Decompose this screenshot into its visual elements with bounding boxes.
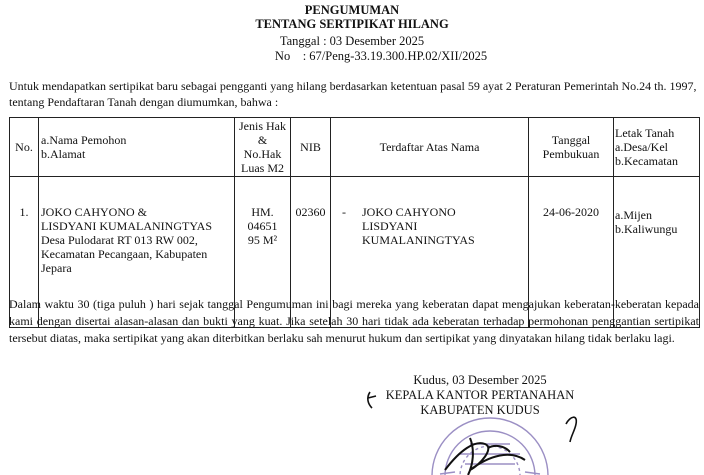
row-address-2: Kecamatan Pecangaan, Kabupaten (41, 247, 208, 261)
row-owner-dash: - (342, 205, 346, 219)
header-right-type-4: Luas M2 (241, 161, 284, 175)
row-address-1: Desa Pulodarat RT 013 RW 002, (41, 233, 198, 247)
row-owner-1: JOKO CAHYONO (362, 205, 456, 219)
row-address-3: Jepara (41, 261, 72, 275)
header-no: No. (10, 118, 39, 177)
row-district: b.Kaliwungu (615, 222, 678, 236)
row-applicant-2: LISDYANI KUMALANINGTYAS (41, 219, 212, 233)
header-owner: Terdaftar Atas Nama (331, 118, 529, 177)
header-location-3: b.Kecamatan (615, 154, 678, 168)
notice-date: Tanggal : 03 Desember 2025 (279, 34, 425, 48)
row-owner-2: LISDYANI (362, 219, 418, 233)
header-location-1: Letak Tanah (615, 126, 675, 140)
header-booking-date-2: Pembukuan (542, 147, 600, 161)
notice-number: No : 67/Peng-33.19.300.HP.02/XII/2025 (274, 49, 488, 63)
header-applicant-address: b.Alamat (41, 147, 86, 161)
row-area: 95 M² (247, 233, 278, 247)
row-owner-3: KUMALANINGTYAS (362, 233, 475, 247)
header-right-type-3: No.Hak (243, 147, 282, 161)
header-location-2: a.Desa/Kel (615, 140, 668, 154)
header-applicant-name: a.Nama Pemohon (41, 133, 127, 147)
row-applicant-1: JOKO CAHYONO & (41, 205, 148, 219)
signature-place-date: Kudus, 03 Desember 2025 (413, 373, 547, 387)
notice-title: PENGUMUMAN (304, 3, 400, 17)
closing-paragraph: Dalam waktu 30 (tiga puluh ) hari sejak tanggal Pengumuman ini bagi mereka yang keberatan dapat mengajukan keberatan-keberatan kepada kami dengan disertai alasan-alasan dan bukti yang kuat. Jika setelah 30 hari tidak ada keberatan terhadap permohonan penggantian sertipikat tersebut diatas, maka sertipikat yang akan diterbitkan berlaku sah menurut hukum dan sertipikat yang dinyatakan hilang tidak berlaku lagi. (9, 297, 699, 345)
intro-line-1: Untuk mendapatkan sertipikat baru sebagai pengganti yang hilang berdasarkan ketentuan pasal 59 ayat 2 Peraturan Pemerintah No.24 th. 1997, (9, 79, 697, 93)
signature-title: KEPALA KANTOR PERTANAHAN (385, 388, 575, 402)
header-booking-date-1: Tanggal (551, 133, 591, 147)
paraf-mark-right (566, 417, 576, 442)
row-right-number: 04651 (247, 219, 278, 233)
header-nib: NIB (291, 118, 331, 177)
header-right-type-2: & (257, 133, 268, 147)
paraf-mark-left (368, 392, 376, 408)
notice-subtitle: TENTANG SERTIPIKAT HILANG (255, 17, 449, 31)
signature-office: KABUPATEN KUDUS (420, 403, 540, 417)
row-right-type: HM. (251, 205, 274, 219)
row-nib: 02360 (291, 177, 331, 328)
row-no: 1. (10, 177, 39, 328)
intro-line-2: tentang Pendaftaran Tanah dengan diumumkan, bahwa : (9, 95, 279, 109)
header-right-type-1: Jenis Hak (239, 119, 286, 133)
row-booking-date: 24-06-2020 (529, 177, 614, 328)
row-village: a.Mijen (615, 208, 652, 222)
